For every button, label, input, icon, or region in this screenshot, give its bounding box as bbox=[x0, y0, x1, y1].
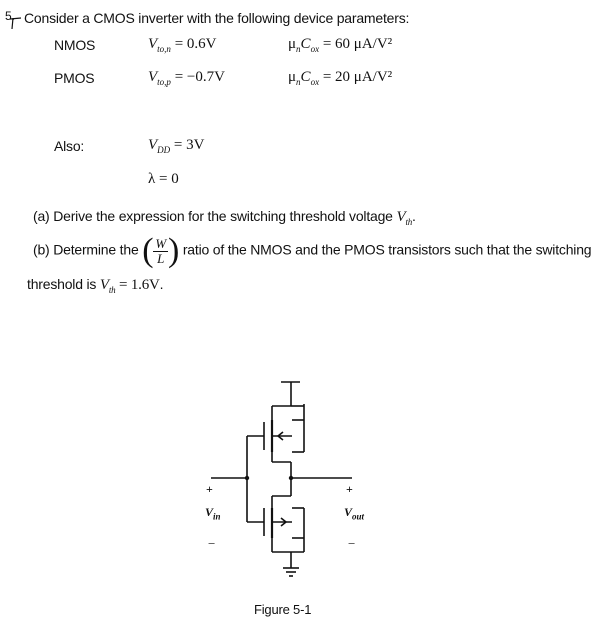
pmos-label: PMOS bbox=[54, 70, 95, 86]
part-a: (a) Derive the expression for the switching threshold voltage $V_{th}$. bbox=[33, 208, 416, 227]
problem-number-text: 5. bbox=[5, 9, 15, 23]
vin-minus: − bbox=[208, 536, 216, 551]
nmos-mobility: $\mu_nC_{ox} = 60$ μA/V² bbox=[288, 36, 393, 54]
part-b: (b) Determine the ( $\frac{W}{L}$ ) ratio of the NMOS and the PMOS transistors such that the switching bbox=[33, 232, 592, 269]
vout-minus: − bbox=[348, 536, 356, 551]
vin-label: $V_{in}$ bbox=[205, 505, 221, 522]
nmos-threshold: $V_{to,n} = 0.6V$ bbox=[148, 36, 217, 54]
vdd-value: $V_{DD} = 3V$ bbox=[148, 137, 205, 155]
pmos-mobility: $\mu_nC_{ox} = 20$ μA/V² bbox=[288, 69, 393, 87]
part-b-line2: threshold is $V_{th} = 1.6V$. bbox=[27, 276, 164, 295]
figure-caption: Figure 5-1 bbox=[254, 602, 312, 617]
problem-intro: Consider a CMOS inverter with the following device parameters: bbox=[24, 10, 410, 26]
input-junction bbox=[245, 476, 249, 480]
vout-label: $V_{out}$ bbox=[344, 505, 365, 522]
vout-plus: + bbox=[346, 482, 353, 496]
vin-plus: + bbox=[206, 482, 213, 496]
w-over-l-fraction: $\frac{W}{L}$ bbox=[155, 235, 166, 266]
output-junction bbox=[289, 476, 293, 480]
pmos-threshold: $V_{to,p} = -0.7V$ bbox=[148, 69, 225, 87]
nmos-label: NMOS bbox=[54, 37, 96, 53]
also-label: Also: bbox=[54, 138, 85, 154]
lambda-value: λ = 0 bbox=[148, 171, 179, 187]
